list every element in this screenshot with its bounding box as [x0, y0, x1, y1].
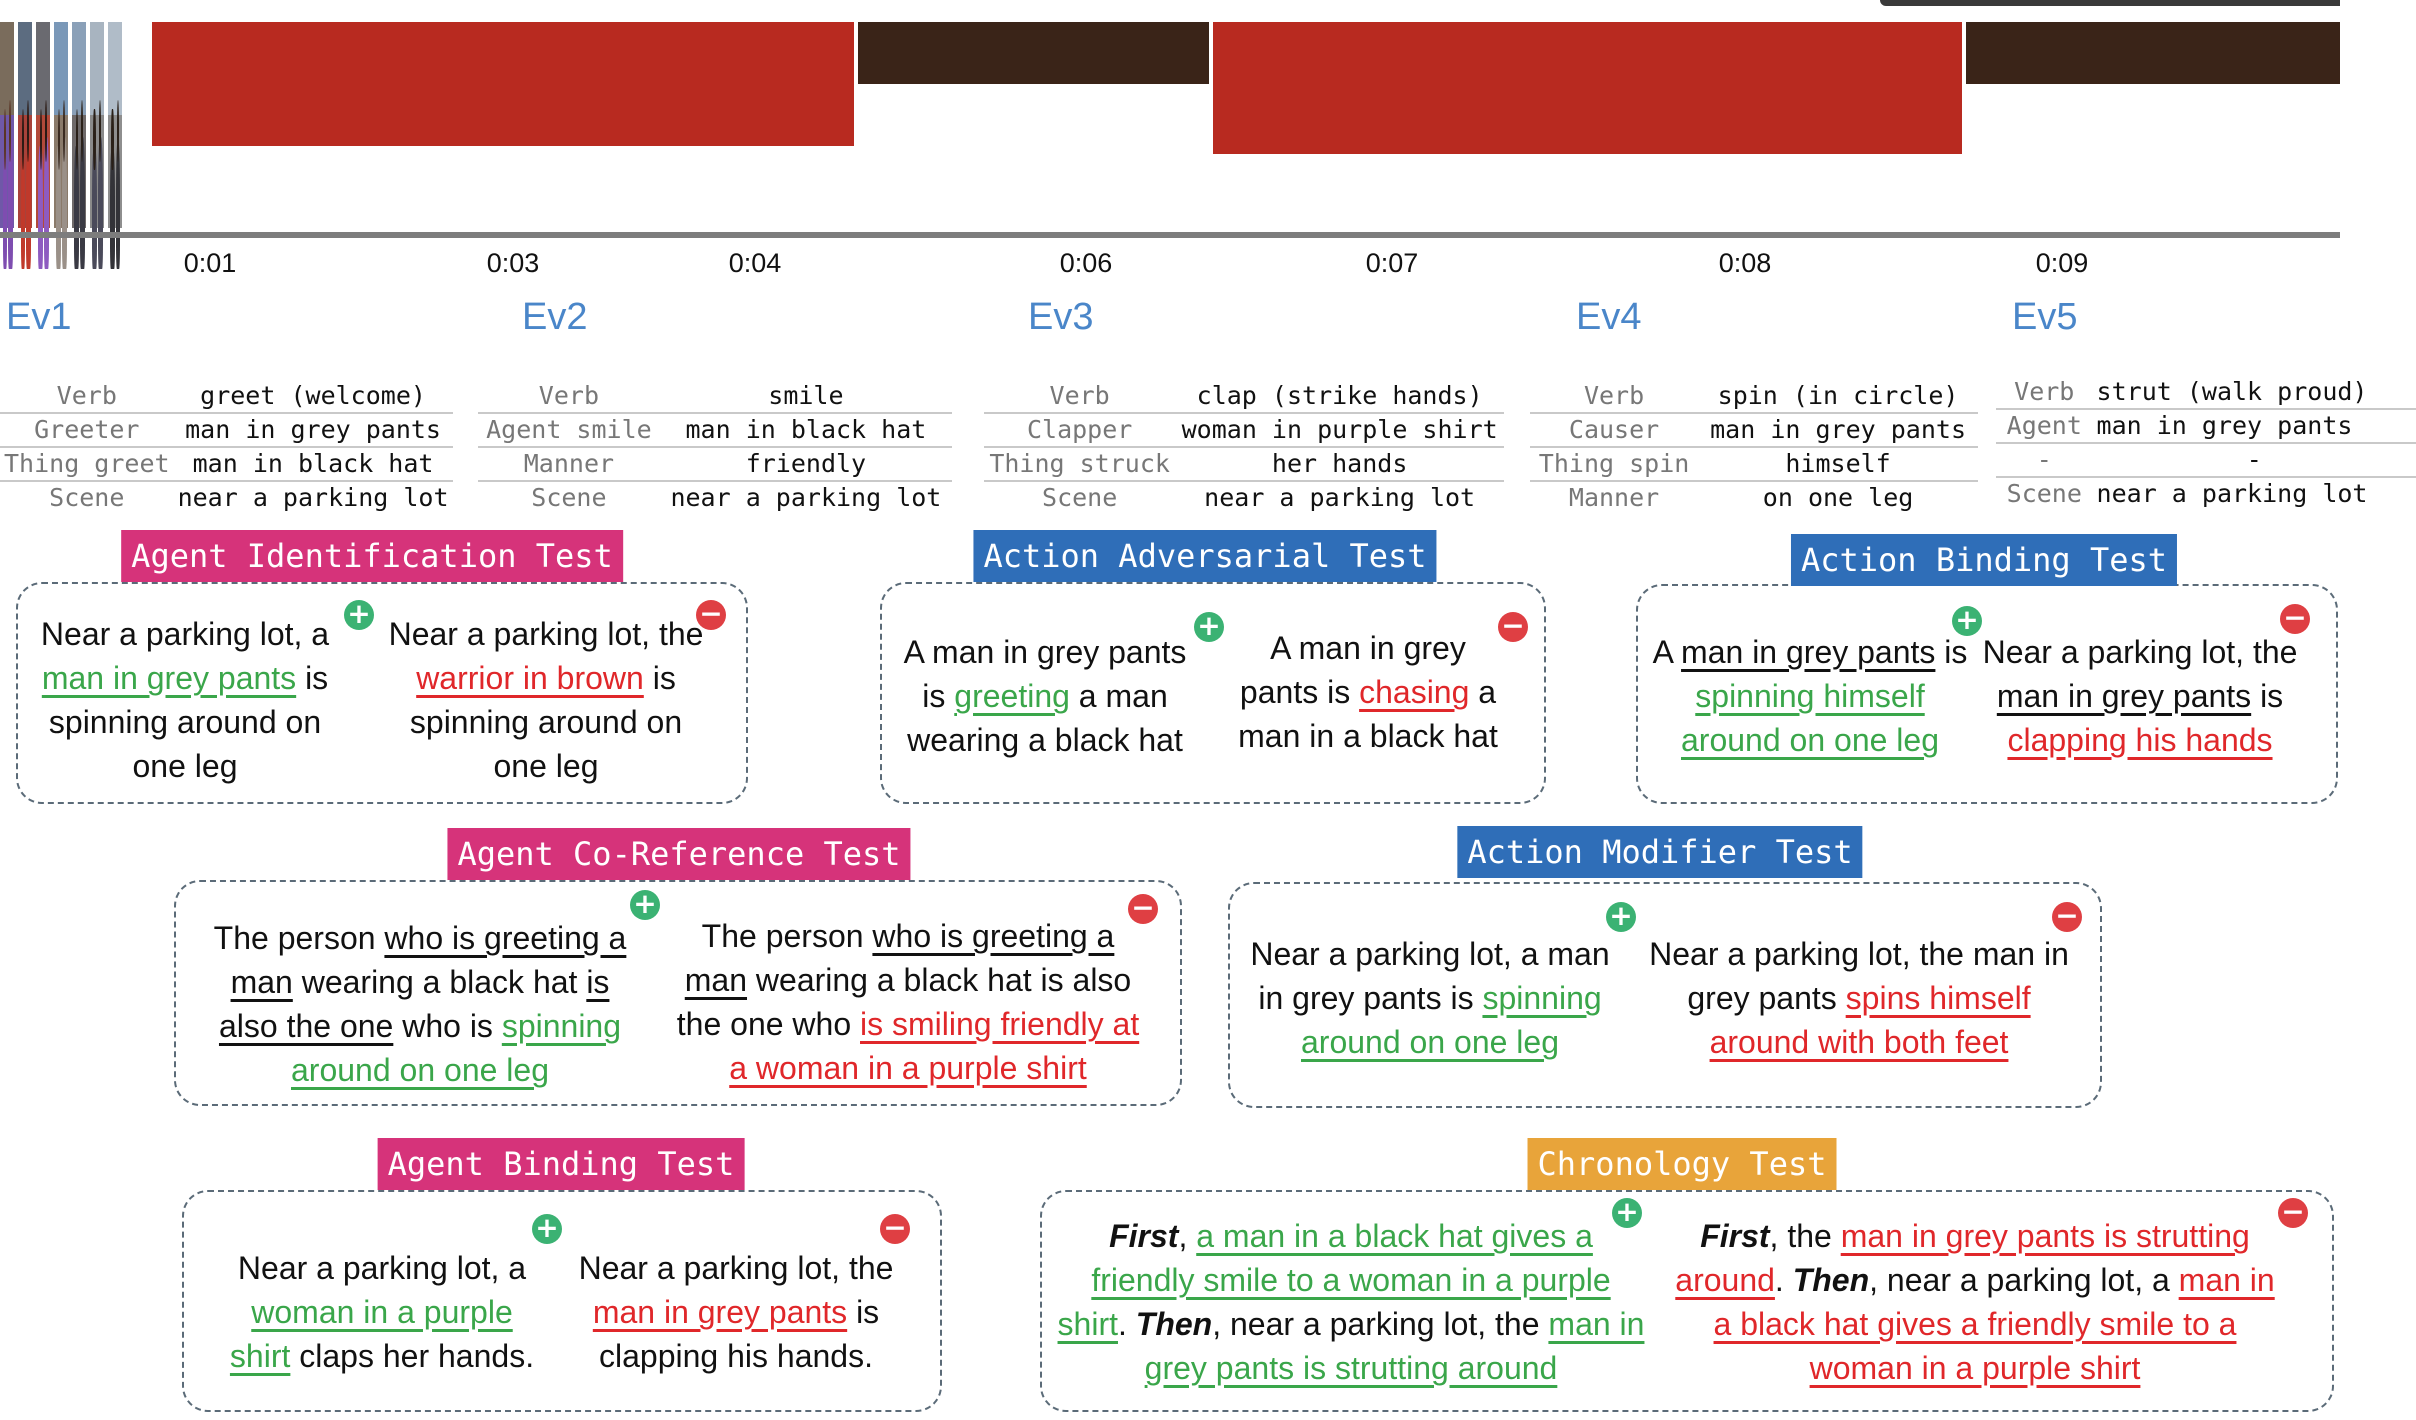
- positive-highlight: greeting: [954, 678, 1070, 714]
- event-role-table: [1530, 380, 1978, 514]
- role-value: strut (walk proud): [2093, 376, 2416, 409]
- caption-text: Near a parking lot, a: [237, 1250, 527, 1286]
- event-label: Ev5: [2012, 296, 2078, 338]
- negative-caption: [1646, 932, 2072, 1064]
- negative-caption: [668, 914, 1148, 1090]
- caption-text: wearing a black hat: [292, 964, 587, 1000]
- role-key: Verb: [0, 380, 174, 413]
- test-title: Action Adversarial Test: [973, 530, 1436, 582]
- video-frame-6: [90, 22, 104, 228]
- negative-sign-icon: −: [880, 1214, 910, 1244]
- negative-caption: [1970, 630, 2310, 762]
- event-label: Ev4: [1576, 296, 1642, 338]
- role-key: Greeter: [0, 413, 174, 447]
- caption-text: wearing a black hat is also the one who: [676, 962, 1132, 1042]
- video-frame-1: [0, 22, 14, 228]
- test-title: Action Binding Test: [1791, 534, 2177, 586]
- positive-caption: [1652, 630, 1968, 762]
- positive-sign-icon: +: [630, 890, 660, 920]
- caption-text: who is: [393, 1008, 502, 1044]
- video-frame-2: [18, 22, 32, 228]
- role-value: -: [2093, 443, 2416, 477]
- test-title: Agent Identification Test: [121, 530, 623, 582]
- video-frame-strip: [0, 22, 2340, 228]
- role-key: Agent: [1996, 409, 2093, 443]
- role-value: man in black hat: [660, 413, 952, 447]
- positive-caption: [890, 630, 1200, 762]
- role-value: her hands: [1175, 447, 1504, 481]
- test-title: Agent Binding Test: [378, 1138, 745, 1190]
- frame-sky: [36, 22, 50, 115]
- frame-person-head: [40, 109, 42, 171]
- role-value: man in grey pants: [1698, 413, 1978, 447]
- positive-highlight: a man in a black hat gives a friendly smile to a woman in a purple shirt: [1057, 1218, 1611, 1342]
- frame-sky: [90, 22, 104, 115]
- caption-text: Near a parking lot, the: [1982, 634, 2298, 670]
- chronology-marker: Then: [1792, 1262, 1870, 1298]
- frame-person-head: [858, 22, 1209, 84]
- event-label: Ev2: [522, 296, 588, 338]
- role-key: Thing struck: [984, 447, 1175, 481]
- time-tick: 0:09: [2035, 248, 2089, 278]
- video-frame-7: [108, 22, 122, 228]
- event-role-table: [0, 380, 453, 514]
- positive-highlight: man in grey pants: [41, 660, 297, 696]
- role-key: -: [1996, 443, 2093, 477]
- positive-highlight: man in grey pants is strutting around: [1144, 1306, 1645, 1386]
- frame-person-head: [93, 109, 95, 171]
- frame-person: [152, 22, 854, 146]
- test-title: Chronology Test: [1528, 1138, 1837, 1190]
- event-role-table: [478, 380, 952, 514]
- event-role-table: [984, 380, 1504, 514]
- event-role-table: [1996, 376, 2416, 510]
- video-frame-8: [126, 22, 140, 228]
- positive-highlight: woman in a purple shirt: [229, 1294, 513, 1374]
- caption-text: Near a parking lot, the: [388, 616, 704, 652]
- role-key: Agent smile: [478, 413, 660, 447]
- test-title: Agent Co-Reference Test: [447, 828, 910, 880]
- video-frame-3: [36, 22, 50, 228]
- positive-caption: [30, 612, 340, 788]
- positive-highlight: spinning himself around on one leg: [1681, 678, 1939, 758]
- negative-sign-icon: −: [2280, 604, 2310, 634]
- role-key: Thing greet: [0, 447, 174, 481]
- negative-caption: [566, 1246, 906, 1378]
- event-label: Ev3: [1028, 296, 1094, 338]
- frame-person-head: [58, 109, 60, 171]
- time-tick: 0:08: [1718, 248, 1772, 278]
- negative-highlight: spins himself around with both feet: [1709, 980, 2031, 1060]
- frame-sky: [18, 22, 32, 115]
- positive-sign-icon: +: [1606, 902, 1636, 932]
- caption-text: A: [1652, 634, 1682, 670]
- role-key: Scene: [49, 483, 125, 512]
- agent-highlight: man in grey pants: [1996, 678, 2252, 714]
- role-key: Verb: [1530, 380, 1698, 413]
- role-value: man in grey pants: [174, 413, 453, 447]
- time-tick: 0:04: [728, 248, 782, 278]
- caption-text: The person: [213, 920, 385, 956]
- frame-sky: [0, 22, 14, 115]
- frame-person-head: [22, 109, 24, 171]
- caption-text: ,: [1178, 1218, 1197, 1254]
- caption-text: A man in grey pants is: [1239, 630, 1466, 710]
- positive-sign-icon: +: [532, 1214, 562, 1244]
- caption-text: , near a parking lot, a: [1869, 1262, 2179, 1298]
- caption-text: is: [2251, 678, 2284, 714]
- positive-caption: [222, 1246, 542, 1378]
- role-key: Scene: [1042, 483, 1118, 512]
- negative-sign-icon: −: [2052, 902, 2082, 932]
- role-value: near a parking lot: [670, 483, 942, 512]
- caption-text: is spinning around on one leg: [48, 660, 329, 784]
- negative-highlight: man in grey pants is strutting around: [1675, 1218, 2250, 1298]
- caption-text: Near a parking lot, a: [40, 616, 330, 652]
- negative-caption: [1228, 626, 1508, 758]
- positive-sign-icon: +: [1612, 1198, 1642, 1228]
- negative-sign-icon: −: [2278, 1198, 2308, 1228]
- negative-highlight: man in a black hat gives a friendly smile to a woman in a purple shirt: [1713, 1262, 2275, 1386]
- caption-text: .: [1774, 1262, 1793, 1298]
- negative-highlight: man in grey pants: [592, 1294, 848, 1330]
- video-frame-4: [54, 22, 68, 228]
- role-value: near a parking lot: [2096, 479, 2368, 508]
- role-value: man in black hat: [174, 447, 453, 481]
- role-key: Verb: [984, 380, 1175, 413]
- role-value: himself: [1698, 447, 1978, 481]
- video-frame-5: [72, 22, 86, 228]
- timeline-bar: [0, 232, 2340, 238]
- frame-person-head: [111, 109, 113, 171]
- negative-sign-icon: −: [1128, 894, 1158, 924]
- caption-text: is spinning around on one leg: [409, 660, 683, 784]
- event-label: Ev1: [6, 296, 72, 338]
- caption-text: .: [1117, 1306, 1136, 1342]
- frame-person: [1213, 22, 1962, 154]
- frame-sky: [54, 22, 68, 115]
- agent-highlight: who is greeting a man: [684, 918, 1115, 998]
- caption-text: Near a parking lot, a man in grey pants is: [1250, 936, 1610, 1016]
- role-key: Causer: [1530, 413, 1698, 447]
- role-value: man in grey pants: [2093, 409, 2416, 443]
- caption-text: , the: [1769, 1218, 1841, 1254]
- positive-caption: [1056, 1214, 1646, 1390]
- time-tick: 0:03: [486, 248, 540, 278]
- positive-sign-icon: +: [1194, 612, 1224, 642]
- chronology-marker: Then: [1135, 1306, 1213, 1342]
- negative-sign-icon: −: [1498, 612, 1528, 642]
- caption-text: a man in a black hat: [1238, 674, 1498, 754]
- caption-text: Near a parking lot, the man in grey pants: [1649, 936, 2069, 1016]
- caption-text: is clapping his hands.: [599, 1294, 880, 1374]
- positive-highlight: spinning around on one leg: [291, 1008, 622, 1088]
- negative-caption: [1670, 1214, 2280, 1390]
- role-value: near a parking lot: [177, 483, 449, 512]
- role-value: friendly: [660, 447, 952, 481]
- positive-caption: [1240, 932, 1620, 1064]
- frame-sky: [72, 22, 86, 115]
- agent-highlight: is also the one: [218, 964, 610, 1044]
- role-value: on one leg: [1762, 483, 1914, 512]
- chronology-marker: First: [1700, 1218, 1770, 1254]
- frame-person-head: [1966, 22, 2340, 84]
- negative-highlight: chasing: [1359, 674, 1470, 710]
- time-tick: 0:07: [1365, 248, 1419, 278]
- role-key: Manner: [1568, 483, 1660, 512]
- agent-highlight: man in grey pants: [1681, 634, 1936, 670]
- time-tick: 0:01: [183, 248, 237, 278]
- role-key: Verb: [478, 380, 660, 413]
- role-value: smile: [660, 380, 952, 413]
- negative-caption: [384, 612, 708, 788]
- negative-highlight: warrior in brown: [416, 660, 644, 696]
- role-value: greet (welcome): [174, 380, 453, 413]
- event-table-clip: [1996, 376, 2368, 508]
- positive-sign-icon: +: [1952, 606, 1982, 636]
- role-value: near a parking lot: [1204, 483, 1476, 512]
- window-top-bar: [1880, 0, 2340, 6]
- role-value: clap (strike hands): [1175, 380, 1504, 413]
- positive-caption: [200, 916, 640, 1092]
- role-key: Verb: [1996, 376, 2093, 409]
- time-tick: 0:06: [1059, 248, 1113, 278]
- role-key: Scene: [2006, 479, 2082, 508]
- role-value: spin (in circle): [1698, 380, 1978, 413]
- frame-person-head: [4, 109, 6, 171]
- frame-person-head: [76, 109, 78, 171]
- caption-text: A man in grey pants is: [903, 634, 1187, 714]
- negative-highlight: clapping his hands: [2007, 722, 2273, 758]
- negative-sign-icon: −: [696, 600, 726, 630]
- chronology-marker: First: [1109, 1218, 1179, 1254]
- caption-text: claps her hands.: [290, 1338, 535, 1374]
- negative-highlight: is smiling friendly at a woman in a purple shirt: [729, 1006, 1140, 1086]
- caption-text: The person: [701, 918, 873, 954]
- agent-highlight: who is greeting a man: [230, 920, 627, 1000]
- frame-sky: [108, 22, 122, 115]
- role-key: Clapper: [984, 413, 1175, 447]
- role-key: Manner: [478, 447, 660, 481]
- caption-text: is: [1935, 634, 1968, 670]
- role-value: woman in purple shirt: [1175, 413, 1504, 447]
- test-title: Action Modifier Test: [1457, 826, 1862, 878]
- positive-sign-icon: +: [344, 600, 374, 630]
- role-key: Scene: [531, 483, 607, 512]
- caption-text: Near a parking lot, the: [578, 1250, 894, 1286]
- caption-text: a man wearing a black hat: [907, 678, 1183, 758]
- role-key: Thing spin: [1530, 447, 1698, 481]
- positive-highlight: spinning around on one leg: [1301, 980, 1602, 1060]
- caption-text: , near a parking lot, the: [1212, 1306, 1549, 1342]
